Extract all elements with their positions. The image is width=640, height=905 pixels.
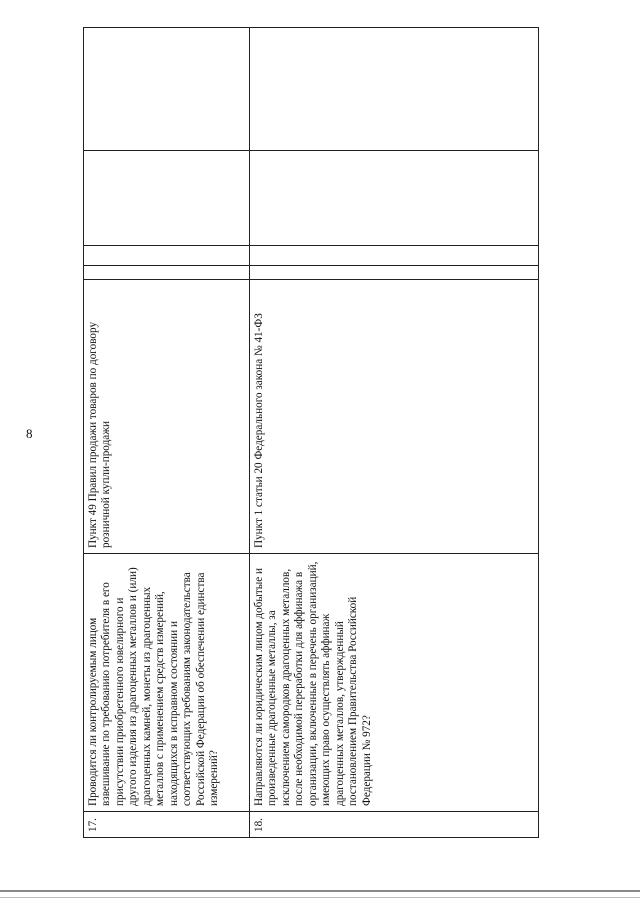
scan-edge-line (0, 890, 640, 892)
note-cell (250, 28, 539, 151)
answer-yes-cell (84, 266, 250, 280)
not-applicable-cell (84, 151, 250, 246)
reference-cell: Пункт 1 статьи 20 Федерального закона № 41-ФЗ (250, 280, 539, 554)
answer-yes-cell (250, 266, 539, 280)
reference-cell: Пункт 49 Правил продажи товаров по договору розничной купли-продажи (84, 280, 250, 554)
table-row (250, 28, 539, 838)
checklist-table-rotated (83, 28, 538, 838)
table-row (84, 28, 250, 838)
scan-edge-line (0, 897, 640, 898)
row-number: 18. (250, 812, 539, 838)
row-number: 17. (84, 812, 250, 838)
question-cell: Проводится ли контролируемым лицом взвешивание по требованию потребителя в его присутствии приобретенного ювелирного и другого изделия из драгоценных металлов и (или) драгоценных камней, монеты из драгоценных металлов с применением средств измерений, находящихся в исправном состоянии и соответствующих требованиям законодательства Российской Федерации об обеспечении единства измерений? (84, 554, 250, 812)
answer-no-cell (84, 246, 250, 266)
page-number: 8 (26, 426, 33, 441)
checklist-table (83, 27, 539, 838)
not-applicable-cell (250, 151, 539, 246)
note-cell (84, 28, 250, 151)
answer-no-cell (250, 246, 539, 266)
question-cell: Направляются ли юридическим лицом добытые и произведенные драгоценные металлы, за исключением самородков драгоценных металлов, после необходимой переработки для аффинажа в организации, включенные в перечень организаций, имеющих право осуществлять аффинаж драгоценных металлов, утвержденный постановлением Правительства Российской Федерации № 972? (250, 554, 539, 812)
